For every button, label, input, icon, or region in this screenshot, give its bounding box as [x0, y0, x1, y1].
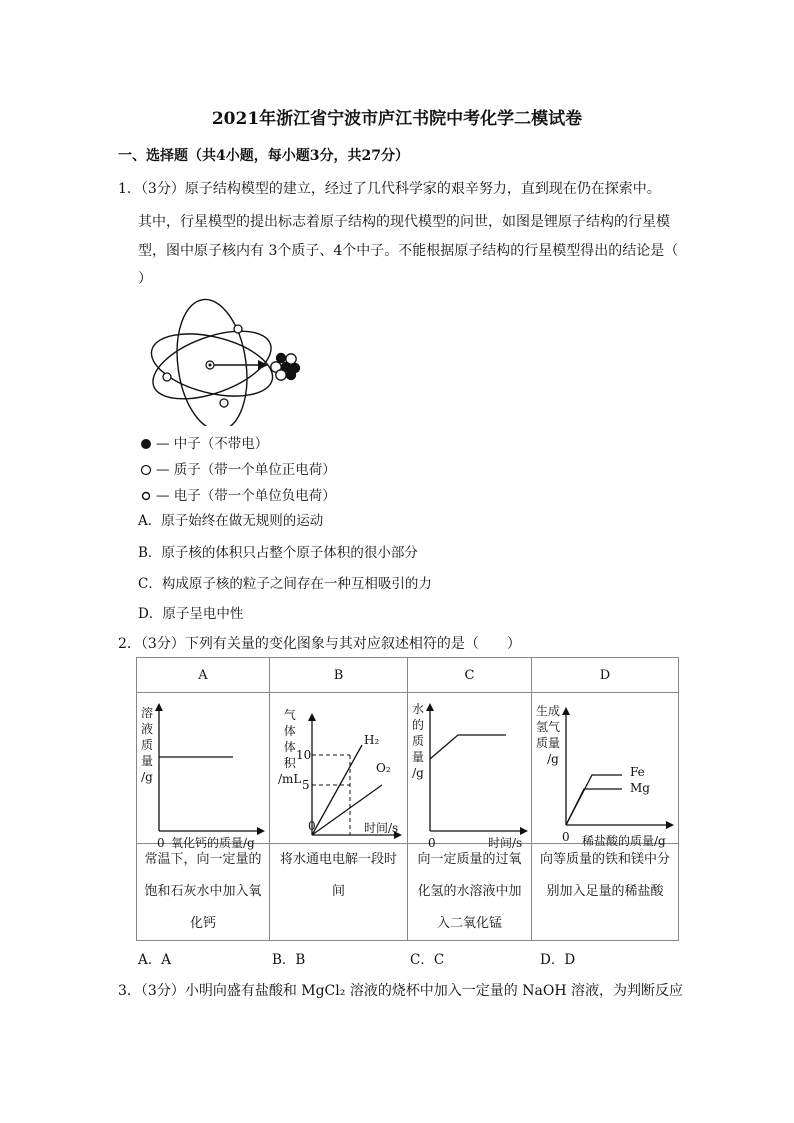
q1-line-4: ） — [138, 271, 152, 287]
q1-option-b: B．原子核的体积只占整个原子体积的很小部分 — [138, 545, 418, 561]
q3-line-1: 3．（3分）小明向盛有盐酸和 MgCl₂ 溶液的烧杯中加入一定量的 NaOH 溶液，为判断反应 — [118, 983, 683, 999]
page-title: 2021年浙江省宁波市庐江书院中考化学二模试卷 — [211, 109, 583, 129]
graph-b-ylabel: 气 体 体 积 /mL — [278, 708, 302, 786]
graph-d-label-fe: Fe — [630, 765, 645, 779]
q1-line-1: 1．（3分）原子结构模型的建立，经过了几代科学家的艰辛努力，直到现在仍在探索中。 — [118, 181, 661, 197]
legend-electron: — 电子（带一个单位负电荷） — [140, 484, 336, 504]
desc-b: 将水通电电解一段时 间 — [270, 844, 408, 941]
graph-b-tick-10: 10 — [296, 748, 312, 762]
graph-b-tick-5: 5 — [302, 778, 310, 792]
graph-c-ylabel: 水 的 质 量 /g — [412, 702, 425, 780]
q2-answer-b: B．B — [272, 952, 306, 968]
desc-d: 向等质量的铁和镁中分 别加入足量的稀盐酸 — [532, 844, 679, 941]
filled-circle-icon — [140, 438, 152, 450]
small-dotted-circle-icon — [140, 490, 152, 502]
open-circle-icon — [140, 464, 152, 476]
graph-c-cell — [408, 693, 532, 850]
desc-c: 向一定质量的过氧 化氢的水溶液中加 入二氧化锰 — [408, 844, 532, 941]
section-heading: 一、选择题（共4小题，每小题3分，共27分） — [118, 148, 409, 164]
table-header-c: C — [408, 658, 532, 693]
graph-d-origin: 0 — [562, 830, 570, 844]
table-header-a: A — [137, 658, 270, 693]
graph-a — [137, 693, 269, 843]
graph-d-line-fe — [566, 775, 622, 825]
graph-a-origin: 0 — [157, 836, 165, 850]
electron-icon — [220, 399, 228, 407]
q2-stem: 2．（3分）下列有关量的变化图象与其对应叙述相符的是（ ） — [118, 636, 521, 652]
q1-line-2: 其中，行星模型的提出标志着原子结构的现代模型的问世，如图是锂原子结构的行星模 — [138, 214, 670, 230]
graph-d-label-mg: Mg — [630, 781, 650, 795]
graph-d-ylabel: 生成 氢气 质量 /g — [536, 704, 561, 766]
graph-a-xlabel: 氧化钙的质量/g — [171, 836, 255, 850]
graph-b-label-h2: H₂ — [364, 733, 380, 747]
q1-option-c: C．构成原子核的粒子之间存在一种互相吸引的力 — [138, 576, 432, 592]
graph-b-origin: 0 — [308, 819, 316, 833]
graph-c — [408, 693, 531, 843]
q2-answer-c: C．C — [410, 952, 445, 968]
q1-option-a: A．原子始终在做无规则的运动 — [138, 513, 324, 529]
graph-a-ylabel: 溶 液 质 量 /g — [141, 706, 154, 784]
graph-b-cell — [270, 693, 408, 844]
q1-line-3: 型，图中原子核内有 3个质子、4个中子。不能根据原子结构的行星模型得出的结论是（ — [138, 243, 679, 259]
table-header-b: B — [270, 658, 408, 693]
q2-table — [136, 657, 679, 941]
graph-b-label-o2: O₂ — [376, 761, 391, 775]
graph-d-line-mg — [566, 789, 622, 825]
lithium-atom-diagram — [148, 296, 308, 426]
desc-a: 常温下，向一定量的 饱和石灰水中加入氧 化钙 — [137, 844, 270, 941]
graph-d-xlabel: 稀盐酸的质量/g — [582, 834, 666, 848]
legend-proton: — 质子（带一个单位正电荷） — [140, 458, 336, 478]
electron-icon — [234, 325, 242, 333]
q1-option-d: D．原子呈电中性 — [138, 606, 244, 622]
graph-c-line — [430, 735, 506, 759]
electron-icon — [163, 373, 171, 381]
table-header-d: D — [532, 658, 679, 693]
nucleus-zoom-icon — [271, 353, 300, 380]
graph-b-xlabel: 时间/s — [364, 821, 399, 835]
q2-answer-a: A．A — [138, 952, 171, 968]
graph-c-origin: 0 — [428, 836, 436, 850]
q2-answer-d: D．D — [540, 952, 576, 968]
graph-d-cell — [532, 693, 679, 848]
graph-b-line-h2 — [312, 745, 362, 835]
graph-c-xlabel: 时间/s — [488, 836, 523, 850]
legend-neutron: — 中子（不带电） — [140, 432, 268, 452]
graph-a-cell — [137, 693, 270, 850]
